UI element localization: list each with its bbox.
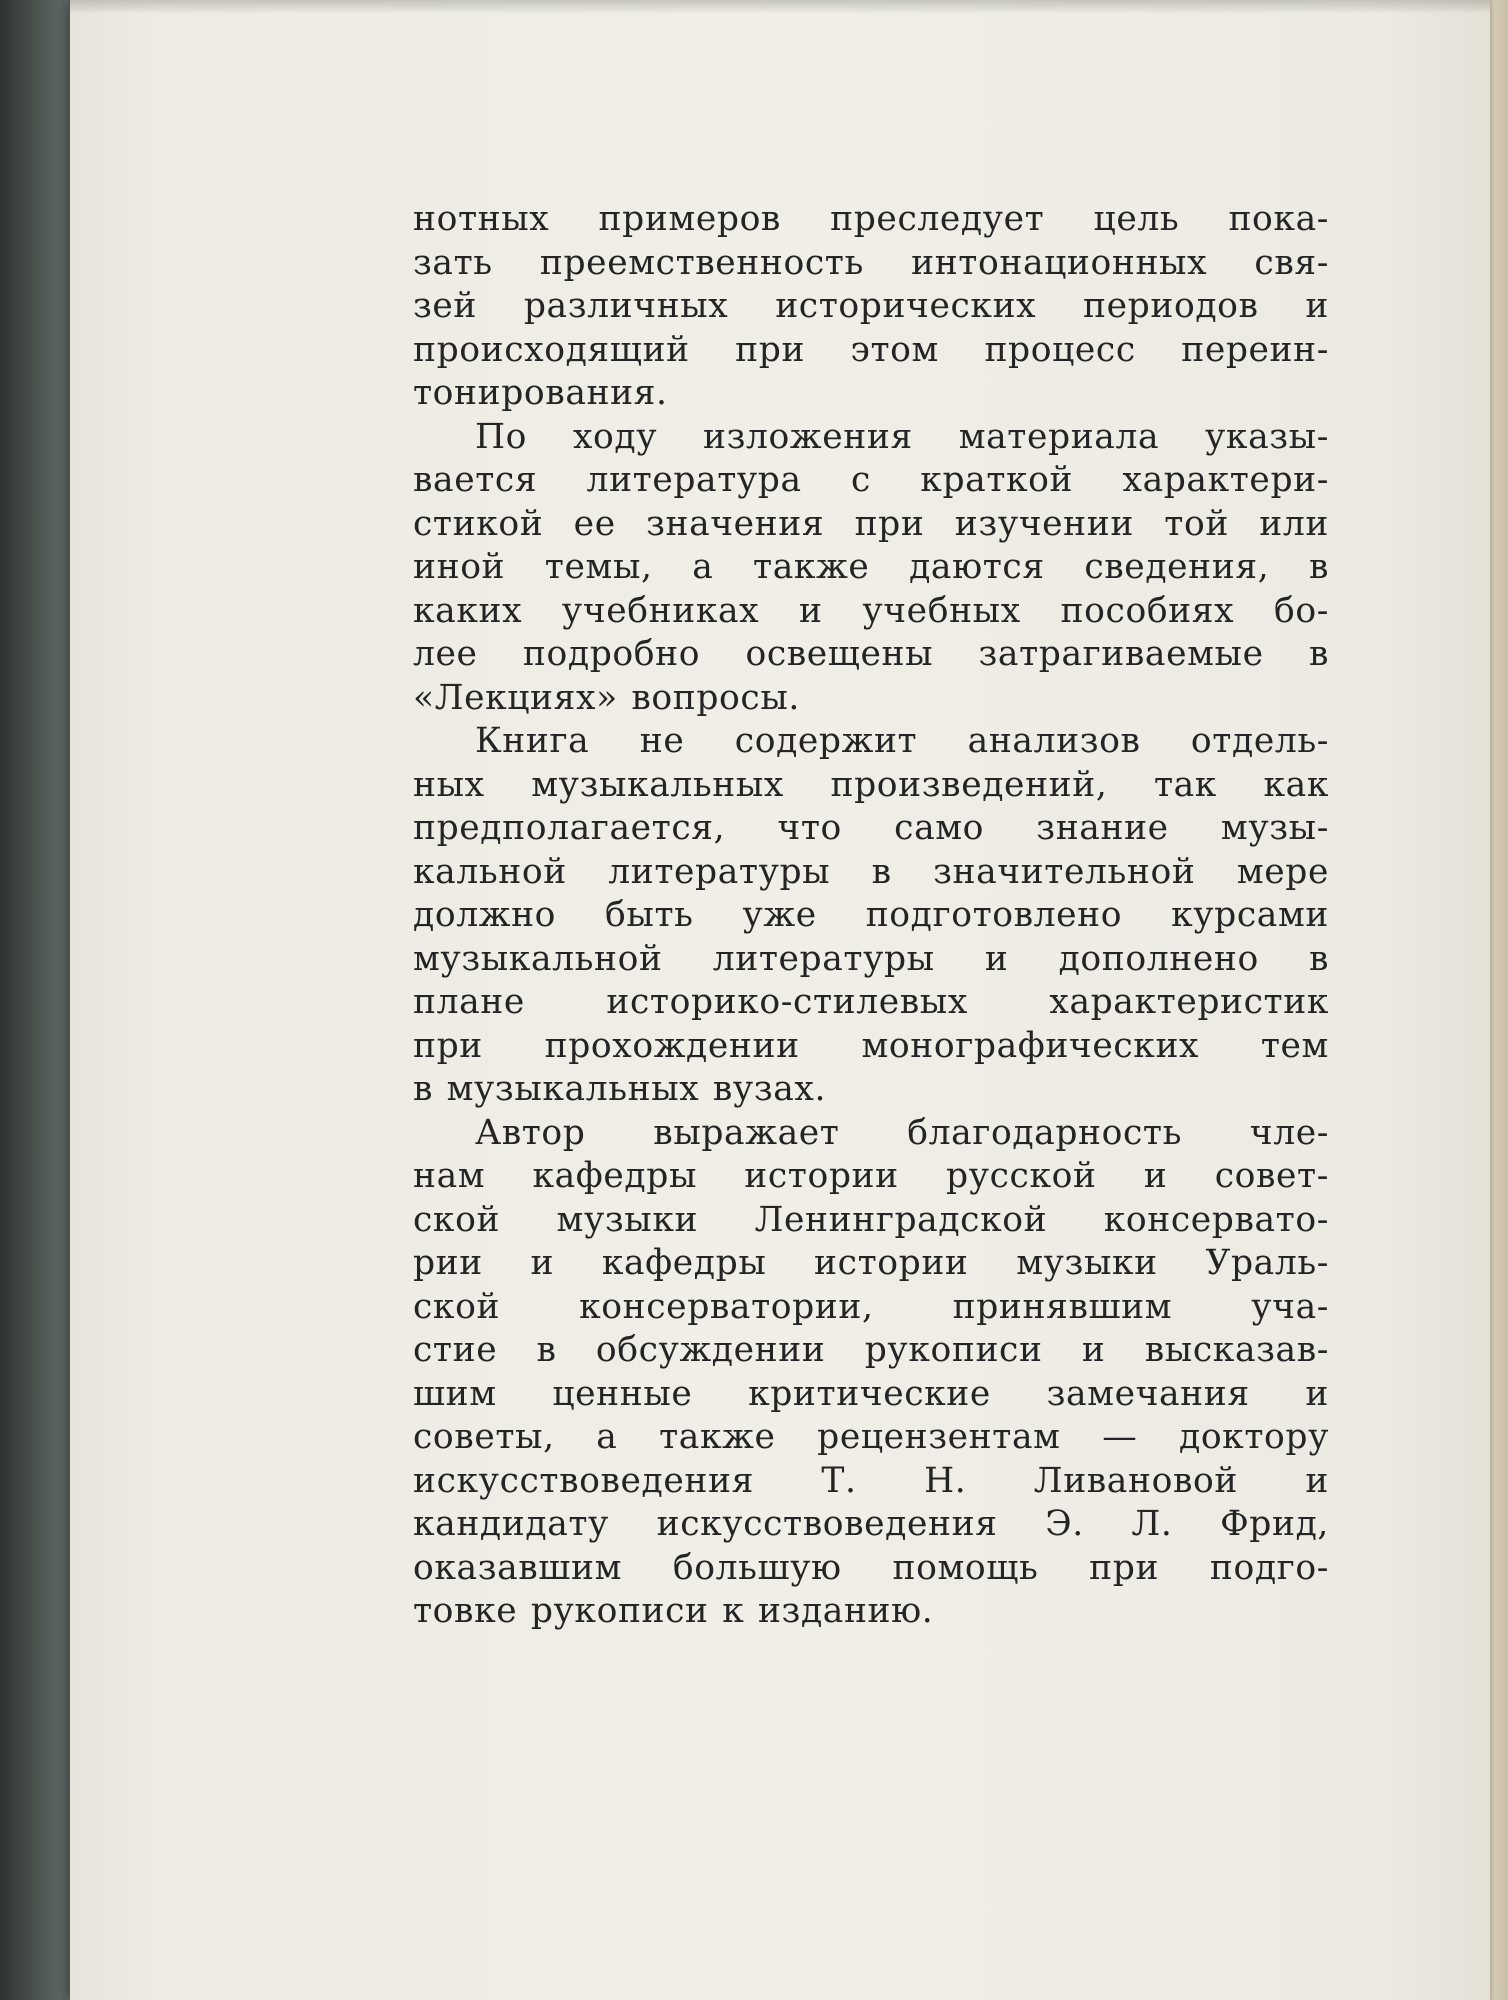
text-line: ных музыкальных произведений, так как	[413, 764, 1329, 805]
text-line: рии и кафедры истории музыки Ураль-	[413, 1243, 1329, 1283]
text-line: стикой ее значения при изучении той или	[413, 503, 1329, 544]
text-line: ской консерватории, принявшим уча-	[413, 1286, 1329, 1327]
text-line: стие в обсуждении рукописи и высказав-	[413, 1330, 1329, 1370]
text-line: нотных примеров преследует цель пока-	[413, 199, 1329, 239]
text-line: тонирования.	[413, 373, 668, 413]
paragraph-literature	[413, 416, 1329, 721]
text-line: музыкальной литературы и дополнено в	[413, 938, 1329, 979]
book-page	[70, 0, 1490, 2000]
page-shadow	[70, 0, 1490, 14]
text-line: товке рукописи к изданию.	[413, 1591, 934, 1631]
text-line: По ходу изложения материала указы-	[475, 416, 1329, 457]
text-line: советы, а также рецензентам — доктору	[413, 1417, 1329, 1457]
text-line: при прохождении монографических тем	[413, 1025, 1329, 1066]
text-line: Автор выражает благодарность чле-	[475, 1112, 1329, 1153]
text-line: каких учебниках и учебных пособиях бо-	[413, 590, 1329, 631]
text-line: в музыкальных вузах.	[413, 1069, 827, 1109]
text-line: предполагается, что само знание музы-	[413, 808, 1329, 848]
text-line: Книга не содержит анализов отдель-	[475, 721, 1329, 761]
text-line: искусствоведения Т. Н. Ливановой и	[413, 1460, 1329, 1501]
text-line: ской музыки Ленинградской консервато-	[413, 1199, 1329, 1240]
text-line: лее подробно освещены затрагиваемые в	[413, 634, 1329, 674]
text-line: плане историко-стилевых характеристик	[413, 982, 1329, 1022]
paragraph-book-scope	[413, 720, 1329, 1112]
text-line: должно быть уже подготовлено курсами	[413, 895, 1329, 935]
paragraph-acknowledgements	[413, 1112, 1329, 1634]
text-line: происходящий при этом процесс переин-	[413, 329, 1329, 370]
text-line: шим ценные критические замечания и	[413, 1373, 1329, 1414]
text-line: кальной литературы в значительной мере	[413, 851, 1329, 892]
text-line: «Лекциях» вопросы.	[413, 677, 800, 718]
text-line: вается литература с краткой характери-	[413, 460, 1329, 500]
paragraph-intro-continuation	[413, 198, 1329, 416]
text-line: зей различных исторических периодов и	[413, 286, 1329, 326]
page-text	[413, 198, 1329, 1634]
text-line: нам кафедры истории русской и совет-	[413, 1156, 1329, 1196]
text-line: оказавшим большую помощь при подго-	[413, 1547, 1329, 1588]
text-line: зать преемственность интонационных свя-	[413, 242, 1329, 283]
text-line: кандидату искусствоведения Э. Л. Фрид,	[413, 1504, 1329, 1544]
text-line: иной темы, а также даются сведения, в	[413, 547, 1329, 587]
